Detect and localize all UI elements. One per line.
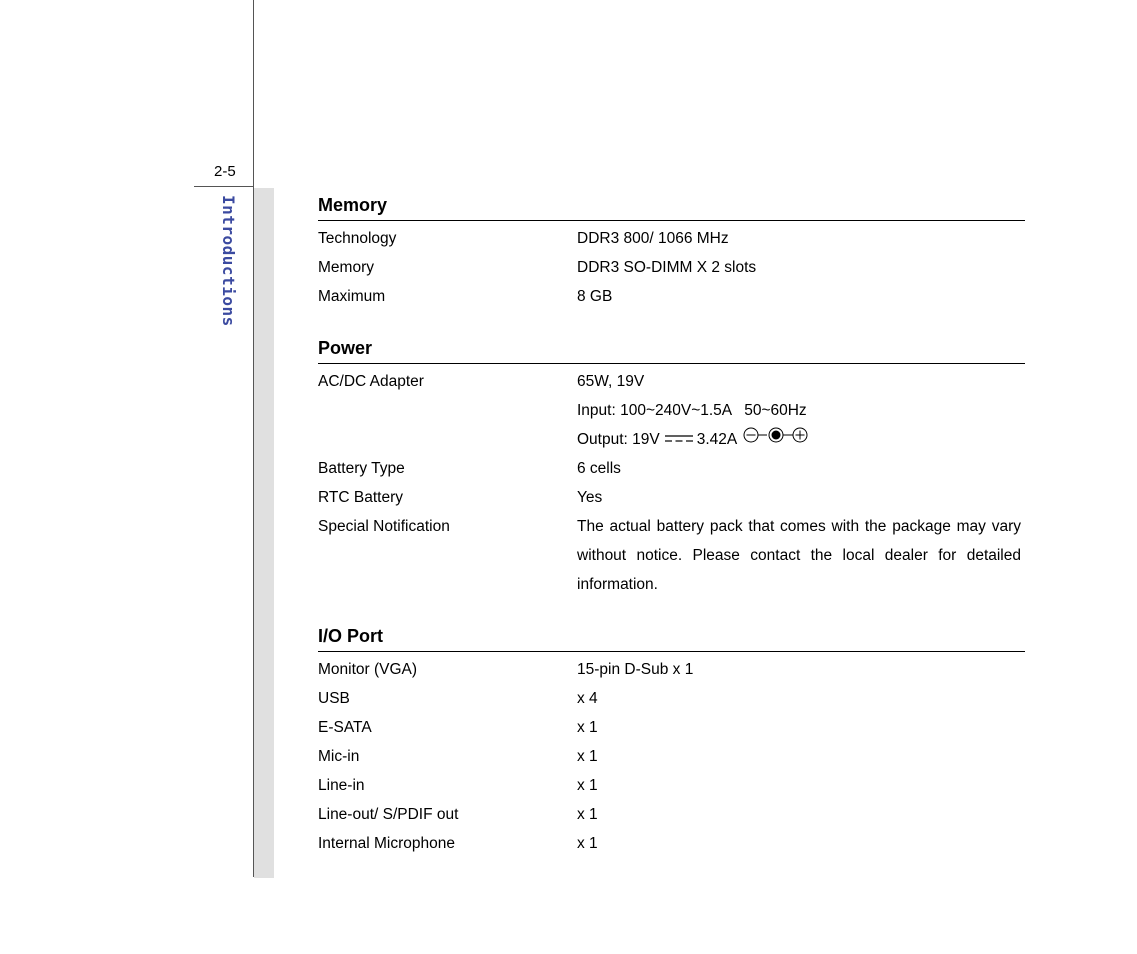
- spec-row: [318, 771, 1025, 800]
- spec-label: RTC Battery: [318, 489, 403, 507]
- spec-value: x 4: [577, 690, 598, 708]
- spec-label: Battery Type: [318, 460, 405, 478]
- spec-label: Maximum: [318, 288, 386, 305]
- spec-label: Special Notification: [318, 518, 450, 536]
- adapter-values: [577, 367, 1021, 454]
- spec-value: 8 GB: [577, 288, 613, 305]
- side-tab-band: [254, 188, 274, 878]
- page-number-rule: [194, 186, 254, 187]
- power-section: [318, 336, 1025, 599]
- spec-value: DDR3 800/ 1066 MHz: [577, 230, 729, 247]
- spec-row: [318, 454, 1025, 483]
- spec-label: Technology: [318, 230, 397, 247]
- io-port-section: [318, 624, 1025, 858]
- chapter-side-title: Introductions: [219, 195, 238, 327]
- spec-value: x 1: [577, 835, 598, 853]
- notification-text: The actual battery pack that comes with the package may vary without notice. Please contact the local dealer for detailed information.: [577, 518, 1021, 594]
- spec-label: Line-in: [318, 777, 365, 795]
- adapter-input: Input: 100~240V~1.5A 50~60Hz: [577, 402, 807, 419]
- spec-label: E-SATA: [318, 719, 372, 737]
- spec-value: x 1: [577, 719, 598, 737]
- memory-section: [318, 193, 1025, 311]
- spec-value: Yes: [577, 489, 603, 507]
- spec-label: Memory: [318, 259, 374, 276]
- spec-label: AC/DC Adapter: [318, 373, 424, 390]
- spec-value: DDR3 SO-DIMM X 2 slots: [577, 259, 757, 276]
- spec-row: [318, 655, 1025, 684]
- polarity-icon: [743, 425, 809, 454]
- spec-value: x 1: [577, 806, 598, 824]
- adapter-output: [577, 425, 1021, 454]
- spec-value: x 1: [577, 777, 598, 795]
- io-port-title: I/O Port: [318, 624, 1025, 652]
- spec-value: x 1: [577, 748, 598, 766]
- adapter-rating: 65W, 19V: [577, 373, 645, 390]
- memory-title: Memory: [318, 193, 1025, 221]
- spec-value: 15-pin D-Sub x 1: [577, 661, 694, 679]
- spec-label: Mic-in: [318, 748, 360, 766]
- spec-row: [318, 829, 1025, 858]
- power-title: Power: [318, 336, 1025, 364]
- spec-row-notification: [318, 512, 1025, 599]
- page-number: 2-5: [214, 163, 236, 180]
- spec-row: [318, 742, 1025, 771]
- spec-row-adapter: [318, 367, 1025, 454]
- spec-row: [318, 224, 1025, 253]
- spec-row: [318, 282, 1025, 311]
- spec-row: [318, 684, 1025, 713]
- spec-row: [318, 713, 1025, 742]
- spec-row: [318, 253, 1025, 282]
- spec-row: [318, 483, 1025, 512]
- dc-current-icon: [665, 425, 693, 454]
- spec-content: [318, 193, 1025, 883]
- spec-label: Internal Microphone: [318, 835, 455, 853]
- adapter-output-current: 3.42A: [696, 431, 738, 448]
- spec-label: Monitor (VGA): [318, 661, 418, 679]
- spec-row: [318, 800, 1025, 829]
- adapter-output-voltage: Output: 19V: [577, 431, 660, 448]
- spec-label: Line-out/ S/PDIF out: [318, 806, 459, 824]
- spec-label: USB: [318, 690, 350, 708]
- spec-value: 6 cells: [577, 460, 621, 478]
